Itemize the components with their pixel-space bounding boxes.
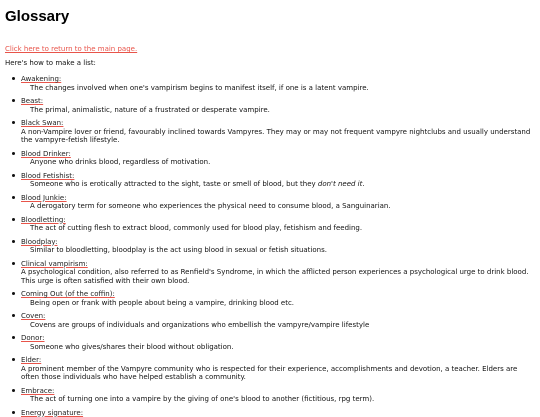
bullet-icon xyxy=(12,240,15,243)
term-definition: A prominent member of the Vampyre community who is respected for their experience, accomplishments and devotion, a teacher. Elders are often those individuals who have helped establish a community. xyxy=(21,365,535,382)
list-item xyxy=(21,172,535,189)
term-link[interactable]: Bloodletting: xyxy=(21,216,66,224)
term-link[interactable]: Blood Fetishist: xyxy=(21,172,74,180)
bullet-icon xyxy=(12,218,15,221)
term-definition: The act of cutting flesh to extract blood, commonly used for blood play, fetishism and feeding. xyxy=(21,224,535,233)
term-definition: Covens are groups of individuals and organizations who embellish the vampyre/vampire lifestyle xyxy=(21,321,535,330)
term-definition: A non-Vampire lover or friend, favourably inclined towards Vampyres. They may or may not frequent vampyre nightclubs and usually understand the vampyre-fetish lifestyle. xyxy=(21,128,535,145)
glossary-list xyxy=(5,75,535,417)
bullet-icon xyxy=(12,411,15,414)
list-item xyxy=(21,97,535,114)
list-item xyxy=(21,409,535,417)
term-definition xyxy=(21,180,535,189)
term-link[interactable]: Black Swan: xyxy=(21,119,63,127)
term-link[interactable]: Coming Out (of the coffin): xyxy=(21,290,115,298)
bullet-icon xyxy=(12,99,15,102)
bullet-icon xyxy=(12,262,15,265)
term-definition: Someone who gives/shares their blood without obligation. xyxy=(21,343,535,352)
list-item xyxy=(21,260,535,286)
intro-text: Here's how to make a list: xyxy=(5,59,535,68)
term-definition: The act of turning one into a vampire by the giving of one's blood to another (fictitious, rpg term). xyxy=(21,395,535,404)
term-link[interactable]: Beast: xyxy=(21,97,43,105)
list-item xyxy=(21,356,535,382)
list-item xyxy=(21,290,535,307)
term-link[interactable]: Awakening: xyxy=(21,75,61,83)
return-main-page-link[interactable]: Click here to return to the main page. xyxy=(5,45,137,53)
bullet-icon xyxy=(12,196,15,199)
term-link[interactable]: Blood Junkie: xyxy=(21,194,67,202)
list-item xyxy=(21,387,535,404)
bullet-icon xyxy=(12,121,15,124)
list-item xyxy=(21,238,535,255)
bullet-icon xyxy=(12,336,15,339)
term-link[interactable]: Elder: xyxy=(21,356,41,364)
term-definition: Being open or frank with people about being a vampire, drinking blood etc. xyxy=(21,299,535,308)
list-item xyxy=(21,119,535,145)
term-definition: Similar to bloodletting, bloodplay is the act using blood in sexual or fetish situations. xyxy=(21,246,535,255)
bullet-icon xyxy=(12,292,15,295)
definition-text: Someone who is erotically attracted to the sight, taste or smell of blood, but they xyxy=(30,180,318,188)
term-definition: A derogatory term for someone who experiences the physical need to consume blood, a Sanguinarian. xyxy=(21,202,535,211)
term-definition: Anyone who drinks blood, regardless of motivation. xyxy=(21,158,535,167)
list-item xyxy=(21,216,535,233)
page-title: Glossary xyxy=(5,8,535,26)
term-link[interactable]: Donor: xyxy=(21,334,45,342)
term-link[interactable]: Clinical vampirism: xyxy=(21,260,88,268)
definition-emphasis: don't need it xyxy=(318,180,362,188)
list-item xyxy=(21,194,535,211)
term-definition: The primal, animalistic, nature of a frustrated or desperate vampire. xyxy=(21,106,535,115)
list-item xyxy=(21,75,535,92)
term-link[interactable]: Blood Drinker: xyxy=(21,150,71,158)
list-item xyxy=(21,334,535,351)
list-item xyxy=(21,150,535,167)
term-definition: The changes involved when one's vampirism begins to manifest itself, if one is a latent vampire. xyxy=(21,84,535,93)
term-link[interactable]: Embrace: xyxy=(21,387,54,395)
term-link[interactable]: Coven: xyxy=(21,312,45,320)
definition-text-end: . xyxy=(362,180,364,188)
bullet-icon xyxy=(12,389,15,392)
list-item xyxy=(21,312,535,329)
bullet-icon xyxy=(12,77,15,80)
bullet-icon xyxy=(12,152,15,155)
term-definition: A psychological condition, also referred to as Renfield's Syndrome, in which the afflicted person experiences a psychological urge to drink blood. This urge is often satisfied with their own blood. xyxy=(21,268,535,285)
bullet-icon xyxy=(12,314,15,317)
term-link[interactable]: Bloodplay: xyxy=(21,238,57,246)
bullet-icon xyxy=(12,358,15,361)
bullet-icon xyxy=(12,174,15,177)
term-link[interactable]: Energy signature: xyxy=(21,409,83,417)
